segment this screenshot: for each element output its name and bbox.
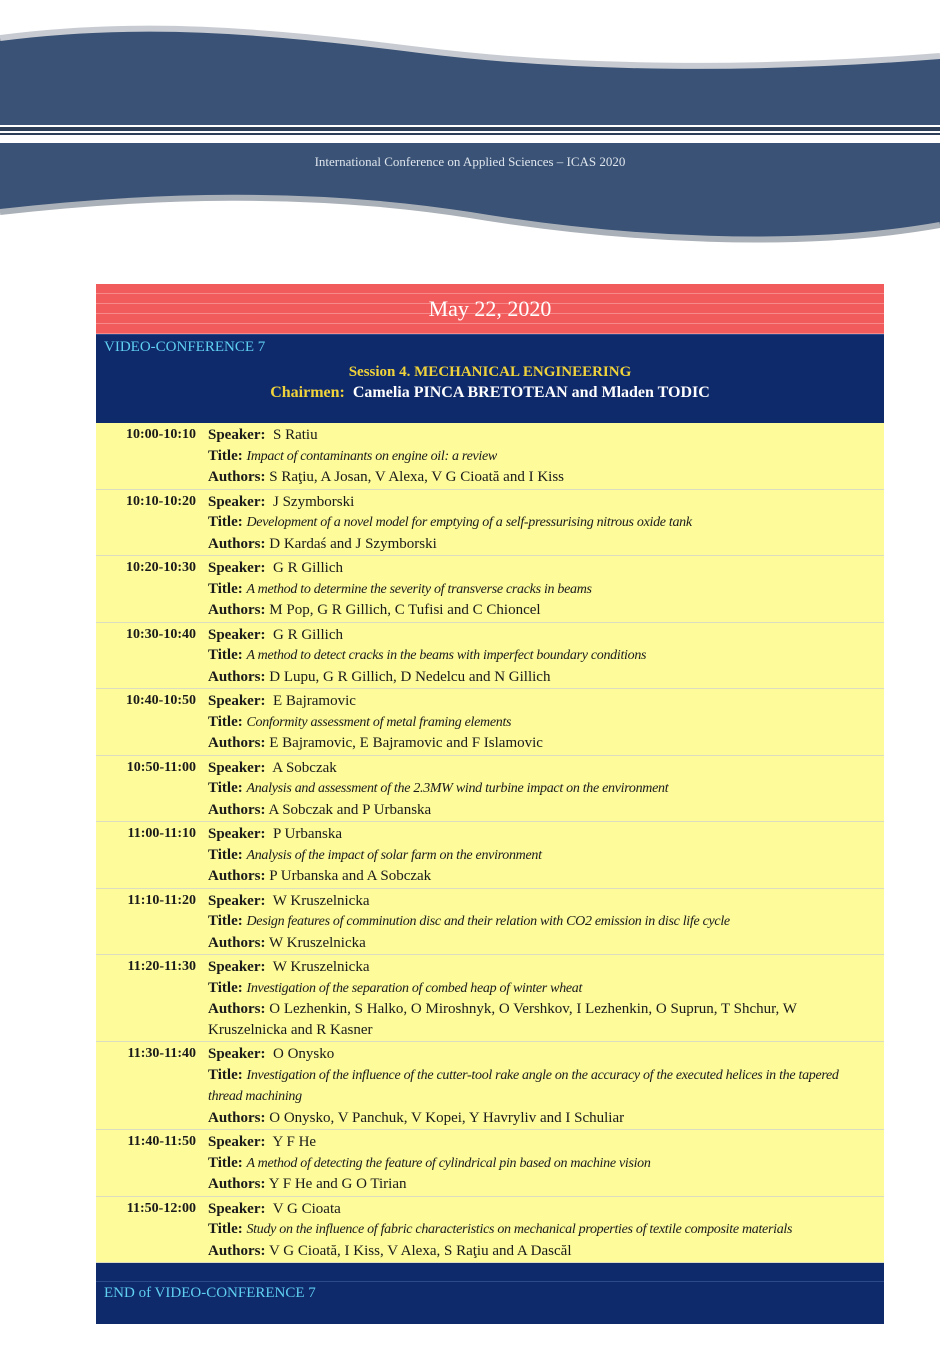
authors-line (208, 933, 864, 954)
title-label: Title: (208, 913, 243, 929)
talk-time: 11:40-11:50 (127, 1134, 196, 1149)
talk-row (96, 623, 884, 690)
speaker-name: O Onysko (273, 1046, 335, 1062)
chairmen-names: Camelia PINCA BRETOTEAN and Mladen TODIC (352, 384, 710, 401)
speaker-label: Speaker: (208, 1200, 266, 1217)
talk-row (96, 1042, 884, 1130)
talk-info (196, 1042, 884, 1129)
talk-row (96, 556, 884, 623)
title-line (208, 778, 864, 800)
talk-info (196, 623, 884, 689)
speaker-line (208, 425, 864, 446)
authors-label: Authors: (208, 868, 266, 884)
talk-list (96, 423, 884, 1263)
authors-label: Authors: (208, 1001, 266, 1017)
title-label: Title: (208, 1066, 243, 1083)
speaker-name: E Bajramovic (273, 693, 356, 709)
talk-title: A method to detect cracks in the beams with imperfect boundary conditions (246, 648, 647, 663)
speaker-name: A Sobczak (272, 759, 337, 776)
speaker-label: Speaker: (208, 560, 266, 576)
talk-authors: S Raţiu, A Josan, V Alexa, V G Cioată and I Kiss (269, 469, 564, 485)
talk-title: Impact of contaminants on engine oil: a review (246, 448, 497, 464)
talk-authors: O Lezhenkin, S Halko, O Miroshnyk, O Vershkov, I Lezhenkin, O Suprun, T Shchur, W Kruszelnicka and R Kasner (208, 1001, 797, 1038)
speaker-name: J Szymborski (273, 493, 355, 510)
talk-info (196, 889, 884, 955)
title-label: Title: (208, 713, 243, 730)
authors-label: Authors: (208, 602, 266, 618)
speaker-line (208, 625, 864, 646)
speaker-line (208, 824, 864, 845)
speaker-name: P Urbanska (273, 826, 343, 842)
talk-authors: D Lupu, G R Gillich, D Nedelcu and N Gillich (269, 668, 551, 685)
end-spacer (96, 1263, 884, 1281)
talk-title: Analysis of the impact of solar farm on the environment (246, 847, 542, 863)
talk-time: 10:10-10:20 (126, 493, 196, 509)
talk-title: Design features of comminution disc and their relation with CO2 emission in disc life cycle (246, 914, 730, 929)
talk-time: 11:10-11:20 (127, 892, 196, 908)
speaker-line (208, 558, 864, 579)
authors-label: Authors: (208, 1109, 266, 1126)
authors-line (208, 733, 864, 754)
title-label: Title: (208, 1221, 243, 1237)
speaker-label: Speaker: (208, 759, 266, 776)
talk-row (96, 490, 884, 557)
talk-info (196, 1197, 884, 1263)
speaker-label: Speaker: (208, 493, 266, 510)
talk-title: Analysis and assessment of the 2.3MW wind turbine impact on the environment (246, 781, 669, 796)
talk-title: Conformity assessment of metal framing elements (246, 714, 512, 730)
authors-label: Authors: (208, 668, 266, 685)
date-heading: May 22, 2020 (96, 284, 884, 334)
talk-title: A method to determine the severity of transverse cracks in beams (246, 581, 592, 597)
title-line (208, 1065, 864, 1108)
authors-line (208, 800, 864, 821)
speaker-line (208, 691, 864, 712)
speaker-label: Speaker: (208, 1046, 266, 1062)
authors-line (208, 866, 864, 887)
talk-title: Investigation of the separation of combed heap of winter wheat (246, 980, 583, 996)
speaker-name: Y F He (272, 1134, 317, 1150)
authors-line (208, 1174, 864, 1195)
speaker-line (208, 1044, 864, 1065)
conference-header-title: International Conference on Applied Sciences – ICAS 2020 (314, 154, 626, 169)
title-label: Title: (208, 447, 243, 464)
speaker-label: Speaker: (208, 427, 266, 443)
talk-row (96, 1197, 884, 1264)
speaker-line (208, 891, 864, 912)
talk-time: 10:40-10:50 (126, 693, 196, 708)
authors-line (208, 1241, 864, 1262)
talk-authors: D Kardaś and J Szymborski (269, 535, 437, 552)
talk-row (96, 1130, 884, 1197)
talk-time: 10:50-11:00 (126, 759, 196, 775)
talk-row (96, 955, 884, 1042)
speaker-line (208, 957, 864, 978)
talk-row (96, 889, 884, 956)
talk-info (196, 756, 884, 822)
authors-line (208, 667, 864, 688)
authors-label: Authors: (208, 1242, 266, 1259)
talk-time: 11:00-11:10 (127, 826, 196, 841)
session-header (96, 359, 884, 423)
authors-label: Authors: (208, 735, 266, 751)
program-table (96, 284, 884, 1324)
title-label: Title: (208, 514, 243, 530)
speaker-line (208, 758, 864, 779)
talk-time: 10:30-10:40 (126, 626, 196, 642)
title-line (208, 446, 864, 468)
authors-line (208, 1108, 864, 1129)
header-wave-banner (0, 0, 940, 260)
title-label: Title: (208, 647, 243, 663)
talk-authors: W Kruszelnicka (269, 934, 366, 951)
chairmen-label: Chairmen: (270, 384, 345, 401)
title-line (208, 512, 864, 534)
speaker-name: W Kruszelnicka (272, 892, 370, 909)
talk-authors: M Pop, G R Gillich, C Tufisi and C Chioncel (269, 602, 541, 618)
title-line (208, 1219, 864, 1241)
speaker-name: G R Gillich (273, 560, 343, 576)
title-line (208, 978, 864, 1000)
title-label: Title: (208, 846, 243, 863)
talk-info (196, 955, 884, 1041)
talk-time: 10:00-10:10 (126, 427, 196, 442)
talk-info (196, 689, 884, 755)
authors-line (208, 534, 864, 555)
authors-label: Authors: (208, 535, 266, 552)
title-line (208, 1153, 864, 1175)
authors-line (208, 999, 864, 1040)
speaker-name: W Kruszelnicka (272, 959, 370, 975)
talk-row (96, 822, 884, 889)
talk-time: 11:30-11:40 (127, 1046, 196, 1061)
talk-authors: Y F He and G O Tirian (268, 1176, 407, 1192)
speaker-label: Speaker: (208, 693, 266, 709)
speaker-label: Speaker: (208, 1134, 266, 1150)
title-label: Title: (208, 979, 243, 996)
speaker-name: S Ratiu (273, 427, 318, 443)
title-line (208, 645, 864, 667)
title-label: Title: (208, 780, 243, 796)
authors-line (208, 467, 864, 488)
talk-authors: A Sobczak and P Urbanska (268, 801, 432, 818)
authors-label: Authors: (208, 801, 266, 818)
speaker-label: Speaker: (208, 892, 266, 909)
talk-time: 11:20-11:30 (127, 959, 196, 974)
speaker-label: Speaker: (208, 959, 266, 975)
authors-label: Authors: (208, 1176, 266, 1192)
talk-authors: P Urbanska and A Sobczak (269, 868, 432, 884)
speaker-name: G R Gillich (273, 626, 343, 643)
talk-title: A method of detecting the feature of cylindrical pin based on machine vision (246, 1155, 651, 1171)
talk-title: Investigation of the influence of the cutter-tool rake angle on the accuracy of the executed helices in the tapered thread machining (208, 1067, 839, 1104)
speaker-label: Speaker: (208, 626, 266, 643)
title-line (208, 845, 864, 867)
talk-info (196, 556, 884, 622)
talk-info (196, 490, 884, 556)
talk-row (96, 756, 884, 823)
talk-info (196, 423, 884, 489)
authors-line (208, 600, 864, 621)
title-label: Title: (208, 580, 243, 597)
talk-title: Development of a novel model for emptying of a self-pressurising nitrous oxide tank (246, 515, 692, 530)
speaker-name: V G Cioata (272, 1200, 341, 1217)
authors-label: Authors: (208, 934, 266, 951)
talk-info (196, 1130, 884, 1196)
title-line (208, 579, 864, 601)
video-conference-label: VIDEO-CONFERENCE 7 (96, 334, 884, 359)
talk-authors: E Bajramovic, E Bajramovic and F Islamovic (269, 735, 543, 751)
talk-authors: O Onysko, V Panchuk, V Kopei, Y Havryliv and I Schuliar (269, 1109, 625, 1126)
talk-title: Study on the influence of fabric characteristics on mechanical properties of textile composite materials (246, 1222, 793, 1237)
speaker-label: Speaker: (208, 826, 266, 842)
speaker-line (208, 1132, 864, 1153)
talk-row (96, 689, 884, 756)
chairmen-line (96, 382, 884, 403)
talk-row (96, 423, 884, 490)
talk-authors: V G Cioată, I Kiss, V Alexa, S Raţiu and A Dascăl (269, 1242, 572, 1259)
talk-time: 11:50-12:00 (126, 1200, 196, 1216)
talk-time: 10:20-10:30 (126, 560, 196, 575)
speaker-line (208, 1199, 864, 1220)
title-label: Title: (208, 1154, 243, 1171)
end-video-conference-label: END of VIDEO-CONFERENCE 7 (96, 1281, 884, 1324)
session-title: Session 4. MECHANICAL ENGINEERING (348, 364, 632, 380)
speaker-line (208, 492, 864, 513)
talk-info (196, 822, 884, 888)
title-line (208, 712, 864, 734)
title-line (208, 911, 864, 933)
authors-label: Authors: (208, 469, 266, 485)
